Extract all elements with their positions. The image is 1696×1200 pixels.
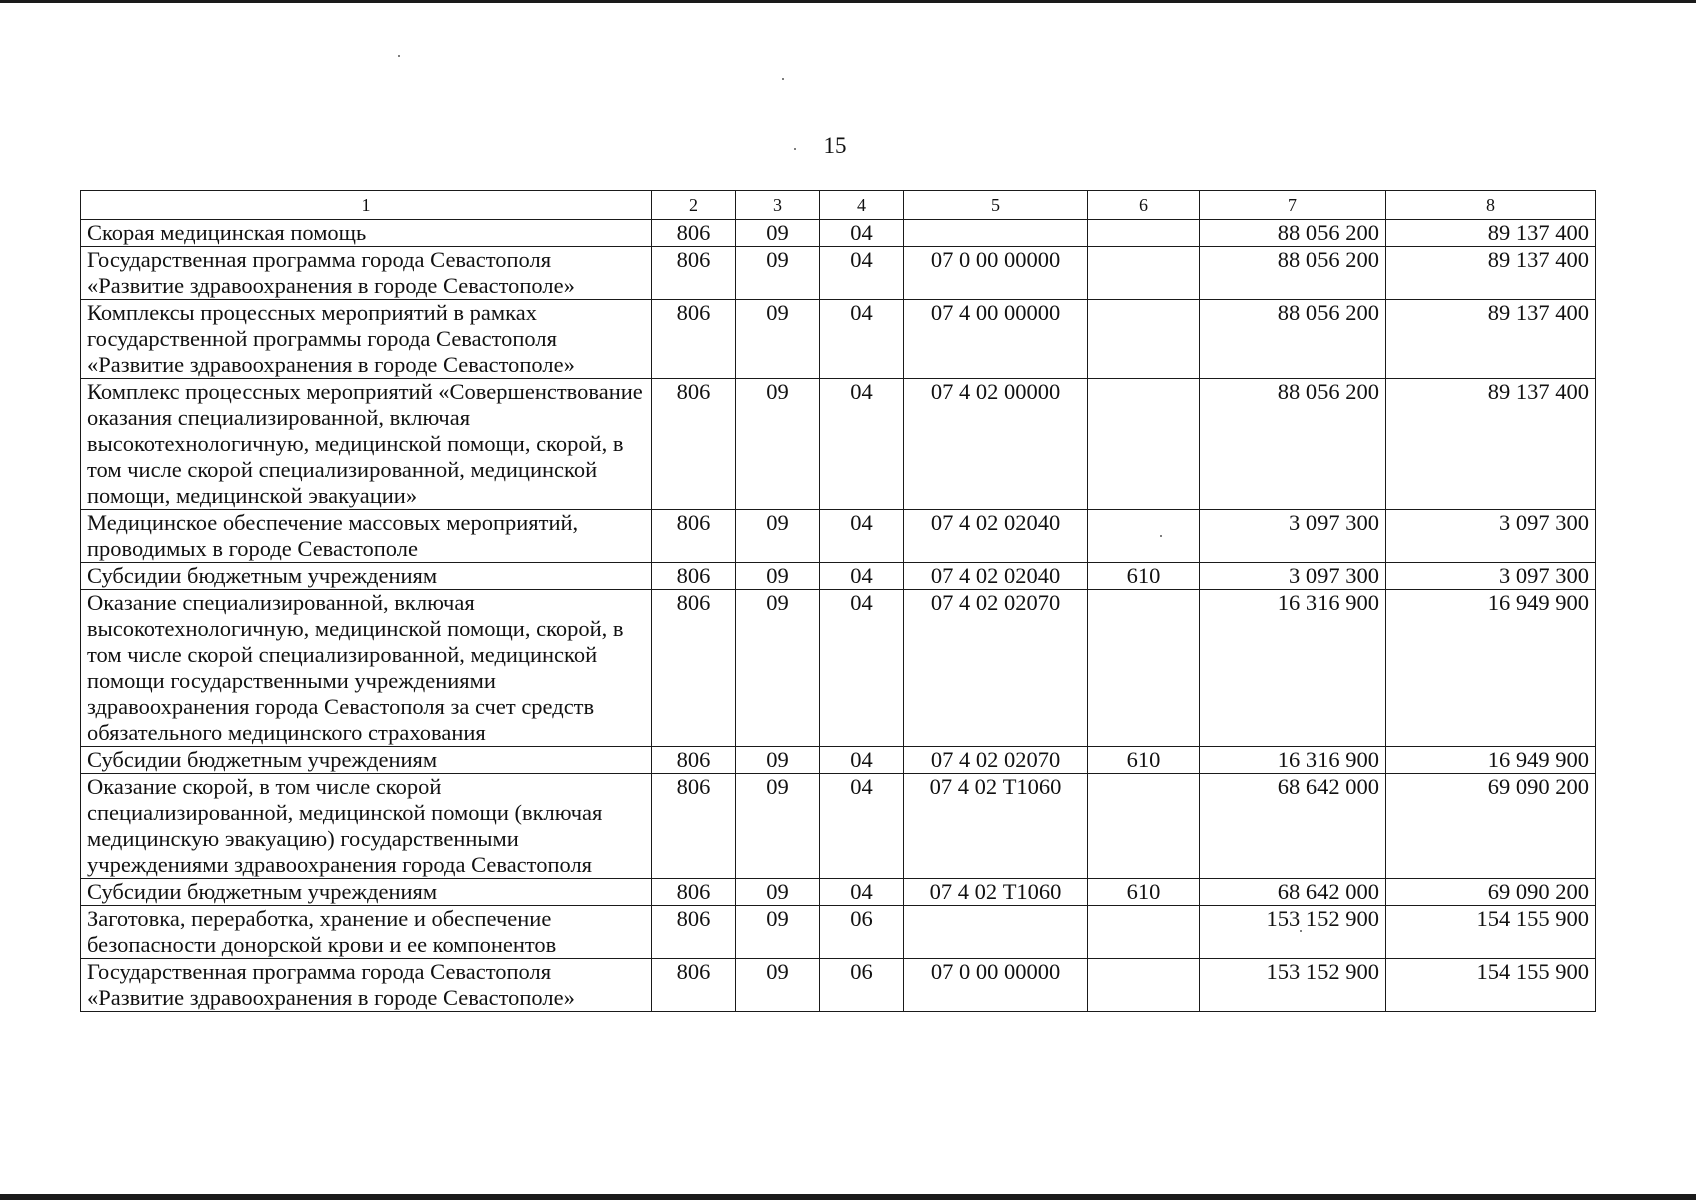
row-name-cell: Государственная программа города Севастополя «Развитие здравоохранения в городе Севастополе» bbox=[81, 959, 652, 1012]
amount-cell: 89 137 400 bbox=[1386, 220, 1596, 247]
code-cell: 806 bbox=[652, 220, 736, 247]
row-name-cell: Медицинское обеспечение массовых мероприятий, проводимых в городе Севастополе bbox=[81, 510, 652, 563]
table-row bbox=[81, 247, 1596, 300]
code-cell: 09 bbox=[736, 510, 820, 563]
code-cell: 806 bbox=[652, 879, 736, 906]
code-cell: 04 bbox=[820, 774, 904, 879]
row-name-cell: Комплекс процессных мероприятий «Совершенствование оказания специализированной, включая высокотехнологичную, медицинской помощи, скорой, в том числе скорой специализированной, медицинской помощи, медицинской эвакуации» bbox=[81, 379, 652, 510]
column-header: 2 bbox=[652, 191, 736, 220]
code-cell: 07 4 02 02070 bbox=[904, 590, 1088, 747]
code-cell: 09 bbox=[736, 220, 820, 247]
code-cell: 07 4 02 02040 bbox=[904, 563, 1088, 590]
column-header: 6 bbox=[1088, 191, 1200, 220]
amount-cell: 88 056 200 bbox=[1200, 379, 1386, 510]
table-row bbox=[81, 747, 1596, 774]
code-cell: 09 bbox=[736, 300, 820, 379]
row-name-cell: Субсидии бюджетным учреждениям bbox=[81, 879, 652, 906]
code-cell bbox=[904, 220, 1088, 247]
table-row bbox=[81, 379, 1596, 510]
code-cell: 09 bbox=[736, 774, 820, 879]
row-name-cell: Оказание скорой, в том числе скорой специализированной, медицинской помощи (включая медицинскую эвакуацию) государственными учреждениями здравоохранения города Севастополя bbox=[81, 774, 652, 879]
code-cell bbox=[1088, 590, 1200, 747]
amount-cell: 88 056 200 bbox=[1200, 247, 1386, 300]
code-cell bbox=[1088, 774, 1200, 879]
amount-cell: 16 949 900 bbox=[1386, 747, 1596, 774]
row-name-cell: Субсидии бюджетным учреждениям bbox=[81, 563, 652, 590]
code-cell bbox=[1088, 959, 1200, 1012]
table-row bbox=[81, 959, 1596, 1012]
column-header: 5 bbox=[904, 191, 1088, 220]
code-cell: 09 bbox=[736, 379, 820, 510]
row-name-cell: Субсидии бюджетным учреждениям bbox=[81, 747, 652, 774]
code-cell: 04 bbox=[820, 379, 904, 510]
amount-cell: 3 097 300 bbox=[1200, 563, 1386, 590]
code-cell: 04 bbox=[820, 220, 904, 247]
row-name-cell: Государственная программа города Севастополя «Развитие здравоохранения в городе Севастополе» bbox=[81, 247, 652, 300]
code-cell: 09 bbox=[736, 247, 820, 300]
code-cell bbox=[1088, 247, 1200, 300]
code-cell: 07 0 00 00000 bbox=[904, 959, 1088, 1012]
row-name-cell: Оказание специализированной, включая высокотехнологичную, медицинской помощи, скорой, в том числе скорой специализированной, медицинской помощи государственными учреждениями здравоохранения города Севастополя за счет средств обязательного медицинского страхования bbox=[81, 590, 652, 747]
row-name-cell: Скорая медицинская помощь bbox=[81, 220, 652, 247]
table-row bbox=[81, 590, 1596, 747]
code-cell: 04 bbox=[820, 879, 904, 906]
code-cell bbox=[1088, 220, 1200, 247]
code-cell: 07 4 02 02040 bbox=[904, 510, 1088, 563]
code-cell bbox=[1088, 300, 1200, 379]
code-cell: 07 0 00 00000 bbox=[904, 247, 1088, 300]
code-cell: 806 bbox=[652, 300, 736, 379]
code-cell: 04 bbox=[820, 300, 904, 379]
code-cell: 806 bbox=[652, 774, 736, 879]
table-row bbox=[81, 300, 1596, 379]
code-cell: 07 4 02 00000 bbox=[904, 379, 1088, 510]
amount-cell: 89 137 400 bbox=[1386, 247, 1596, 300]
table-header-row bbox=[81, 191, 1596, 220]
amount-cell: 69 090 200 bbox=[1386, 774, 1596, 879]
amount-cell: 68 642 000 bbox=[1200, 879, 1386, 906]
code-cell: 07 4 02 Т1060 bbox=[904, 879, 1088, 906]
code-cell: 04 bbox=[820, 510, 904, 563]
code-cell: 806 bbox=[652, 747, 736, 774]
column-header: 4 bbox=[820, 191, 904, 220]
amount-cell: 154 155 900 bbox=[1386, 906, 1596, 959]
column-header: 7 bbox=[1200, 191, 1386, 220]
code-cell bbox=[1088, 510, 1200, 563]
amount-cell: 68 642 000 bbox=[1200, 774, 1386, 879]
code-cell bbox=[904, 906, 1088, 959]
scan-speck bbox=[398, 55, 400, 57]
column-header: 8 bbox=[1386, 191, 1596, 220]
code-cell: 806 bbox=[652, 563, 736, 590]
amount-cell: 16 316 900 bbox=[1200, 590, 1386, 747]
amount-cell: 154 155 900 bbox=[1386, 959, 1596, 1012]
code-cell: 09 bbox=[736, 563, 820, 590]
row-name-cell: Комплексы процессных мероприятий в рамках государственной программы города Севастополя «Развитие здравоохранения в городе Севастополе» bbox=[81, 300, 652, 379]
code-cell bbox=[1088, 379, 1200, 510]
code-cell: 806 bbox=[652, 379, 736, 510]
amount-cell: 3 097 300 bbox=[1386, 510, 1596, 563]
code-cell: 07 4 00 00000 bbox=[904, 300, 1088, 379]
amount-cell: 153 152 900 bbox=[1200, 906, 1386, 959]
table-row bbox=[81, 774, 1596, 879]
code-cell: 806 bbox=[652, 247, 736, 300]
code-cell: 806 bbox=[652, 959, 736, 1012]
amount-cell: 16 949 900 bbox=[1386, 590, 1596, 747]
code-cell: 610 bbox=[1088, 563, 1200, 590]
table-row bbox=[81, 879, 1596, 906]
budget-table bbox=[80, 190, 1596, 1012]
code-cell bbox=[1088, 906, 1200, 959]
scan-speck bbox=[782, 78, 784, 80]
column-header: 1 bbox=[81, 191, 652, 220]
code-cell: 09 bbox=[736, 906, 820, 959]
amount-cell: 16 316 900 bbox=[1200, 747, 1386, 774]
code-cell: 04 bbox=[820, 747, 904, 774]
amount-cell: 3 097 300 bbox=[1200, 510, 1386, 563]
amount-cell: 3 097 300 bbox=[1386, 563, 1596, 590]
amount-cell: 89 137 400 bbox=[1386, 379, 1596, 510]
code-cell: 09 bbox=[736, 747, 820, 774]
scan-speck bbox=[794, 148, 796, 150]
code-cell: 806 bbox=[652, 510, 736, 563]
scan-edge-top bbox=[0, 0, 1696, 3]
column-header: 3 bbox=[736, 191, 820, 220]
code-cell: 07 4 02 Т1060 bbox=[904, 774, 1088, 879]
code-cell: 06 bbox=[820, 906, 904, 959]
table-row bbox=[81, 220, 1596, 247]
amount-cell: 153 152 900 bbox=[1200, 959, 1386, 1012]
page-number: 15 bbox=[823, 133, 847, 158]
code-cell: 07 4 02 02070 bbox=[904, 747, 1088, 774]
table-row bbox=[81, 563, 1596, 590]
code-cell: 04 bbox=[820, 563, 904, 590]
code-cell: 09 bbox=[736, 590, 820, 747]
code-cell: 09 bbox=[736, 959, 820, 1012]
code-cell: 806 bbox=[652, 906, 736, 959]
amount-cell: 69 090 200 bbox=[1386, 879, 1596, 906]
code-cell: 06 bbox=[820, 959, 904, 1012]
code-cell: 610 bbox=[1088, 879, 1200, 906]
amount-cell: 88 056 200 bbox=[1200, 220, 1386, 247]
code-cell: 09 bbox=[736, 879, 820, 906]
amount-cell: 88 056 200 bbox=[1200, 300, 1386, 379]
table-row bbox=[81, 906, 1596, 959]
table-row bbox=[81, 510, 1596, 563]
amount-cell: 89 137 400 bbox=[1386, 300, 1596, 379]
code-cell: 04 bbox=[820, 590, 904, 747]
code-cell: 610 bbox=[1088, 747, 1200, 774]
code-cell: 04 bbox=[820, 247, 904, 300]
row-name-cell: Заготовка, переработка, хранение и обеспечение безопасности донорской крови и ее компонентов bbox=[81, 906, 652, 959]
scan-edge-bottom bbox=[0, 1194, 1696, 1200]
code-cell: 806 bbox=[652, 590, 736, 747]
